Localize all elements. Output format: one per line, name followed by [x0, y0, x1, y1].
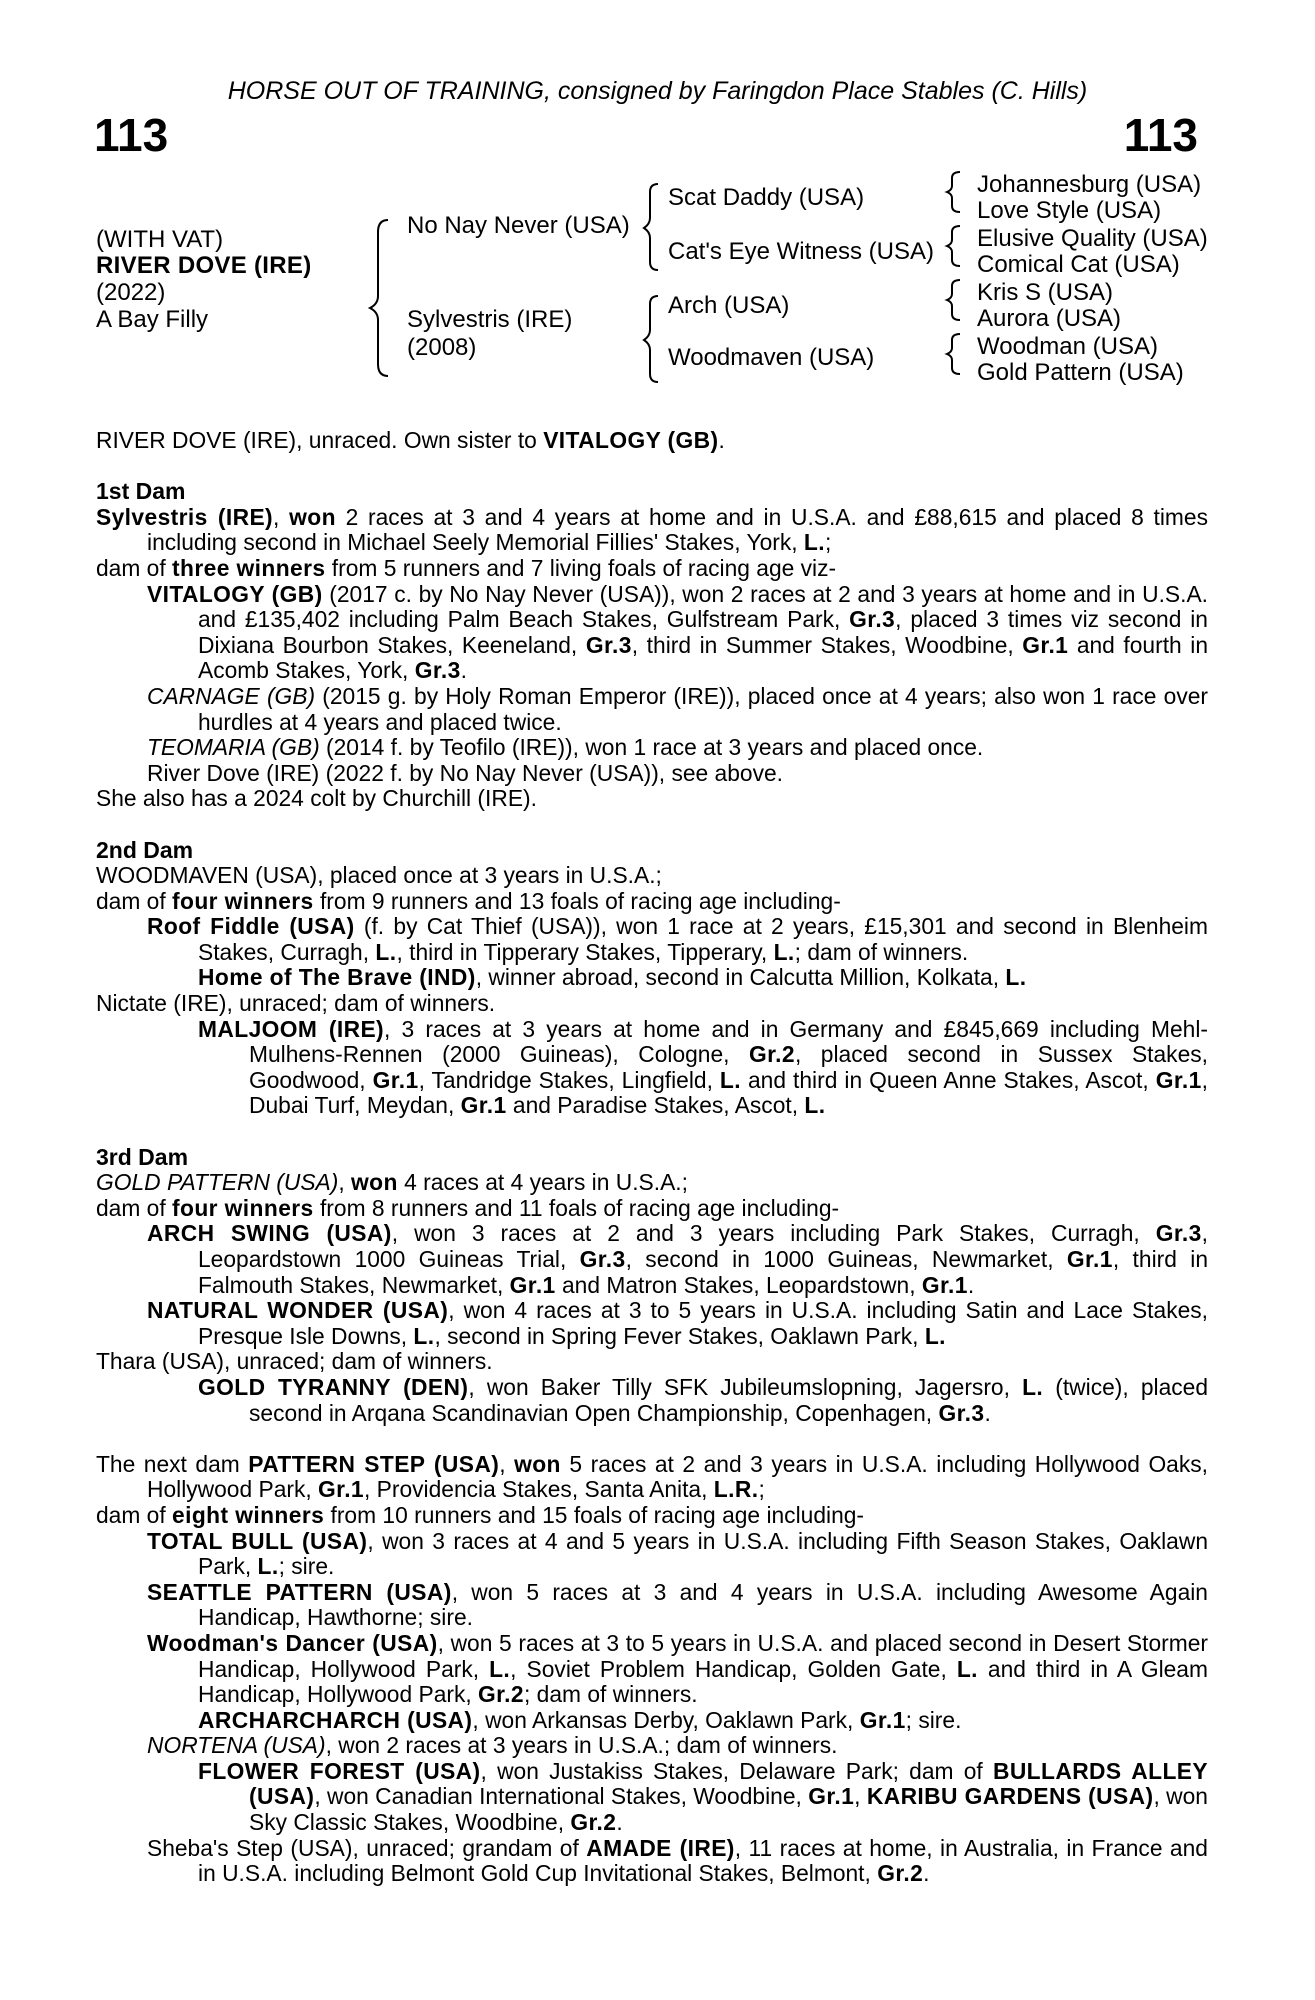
- produce-text: , 3 races at 3 years at home and in Germany and £845,669 including Mehl-Mulhens-Rennen (2000 Guineas), Cologne,: [249, 1015, 1208, 1068]
- second-dam-heading: 2nd Dam: [96, 836, 194, 863]
- produce-name: CARNAGE (GB): [147, 682, 316, 709]
- gg-2: Love Style (USA): [977, 197, 1162, 224]
- gg-8: Gold Pattern (USA): [977, 359, 1184, 386]
- produce-natural-wonder: [147, 1298, 1208, 1349]
- gg-1: Johannesburg (USA): [977, 171, 1202, 198]
- listed-mark: L.: [804, 1092, 826, 1119]
- produce-nictate: Nictate (IRE), unraced; dam of winners.: [96, 990, 496, 1017]
- grade-mark: Gr.3: [585, 631, 632, 658]
- produce-thara: Thara (USA), unraced; dam of winners.: [96, 1348, 493, 1375]
- sister-name: VITALOGY (GB): [543, 427, 719, 453]
- produce-archarcharch: [198, 1708, 1208, 1734]
- produce-text: and fourth in Acomb Stakes, York,: [198, 631, 1209, 684]
- produce-name: AMADE (IRE): [586, 1834, 735, 1861]
- produce-text: , third in Summer Stakes, Woodbine,: [631, 631, 1023, 658]
- produce-name: TEOMARIA (GB): [147, 734, 320, 761]
- second-dam-summary: WOODMAVEN (USA), placed once at 3 years in U.S.A.;: [96, 862, 662, 889]
- first-dam-also: She also has a 2024 colt by Churchill (IRE).: [96, 785, 537, 812]
- sire-dam: Cat's Eye Witness (USA): [668, 238, 934, 265]
- produce-text: , third in Tipperary Stakes, Tipperary,: [396, 938, 774, 965]
- produce-name: KARIBU GARDENS (USA): [866, 1783, 1154, 1810]
- produce-text: , won 2 races at 3 years in U.S.A.; dam of winners.: [325, 1732, 838, 1759]
- produce-text: , third in Falmouth Stakes, Newmarket,: [198, 1246, 1209, 1298]
- punct: ,: [499, 1450, 515, 1477]
- produce-text: , won Justakiss Stakes, Delaware Park; dam of: [480, 1757, 993, 1784]
- produce-text: , 11 races at home, in Australia, in France and in U.S.A. including Belmont Gold Cup Invitational Stakes, Belmont,: [198, 1834, 1208, 1887]
- intro-text: RIVER DOVE (IRE), unraced. Own sister to: [96, 427, 544, 453]
- horse-name: RIVER DOVE (IRE): [96, 252, 312, 279]
- produce-text: , Soviet Problem Handicap, Golden Gate,: [510, 1655, 957, 1682]
- dam-of-text-2: from 10 runners and 15 foals of racing age including-: [324, 1501, 865, 1528]
- produce-woodmans-dancer: [147, 1631, 1208, 1708]
- dam-of-text: dam of: [96, 554, 173, 581]
- produce-maljoom: [198, 1017, 1208, 1119]
- horse-year: (2022): [96, 279, 166, 306]
- produce-text: , placed second in Sussex Stakes, Goodwood,: [249, 1041, 1208, 1093]
- next-dam-produce-line: [96, 1503, 1208, 1529]
- produce-text: .: [460, 657, 467, 684]
- grade-mark: Gr.2: [749, 1041, 795, 1068]
- punct: ;: [758, 1476, 765, 1503]
- produce-river-dove: River Dove (IRE) (2022 f. by No Nay Never (USA)), see above.: [147, 759, 783, 786]
- grade-mark: Gr.3: [938, 1399, 985, 1426]
- grade-mark: Gr.1: [1155, 1066, 1202, 1093]
- first-dam-text: 2 races at 3 and 4 years at home and in U.S.A. and £88,615 and placed 8 times including second in Michael Seely Memorial Fillies' Stakes, York,: [147, 503, 1208, 556]
- produce-text: .: [616, 1809, 623, 1836]
- dam-of-text-2: from 9 runners and 13 foals of racing age including-: [313, 887, 841, 914]
- dam-of-text-2: from 5 runners and 7 living foals of racing age viz-: [325, 554, 837, 581]
- intro-end: .: [718, 427, 725, 453]
- grade-mark: Gr.3: [579, 1246, 626, 1272]
- produce-total-bull: [147, 1529, 1208, 1580]
- won-word: won: [289, 503, 336, 530]
- produce-home-of-the-brave: [198, 965, 1208, 991]
- listed-mark: L.: [489, 1655, 511, 1682]
- produce-text: ; sire.: [278, 1553, 335, 1580]
- vat-note: (WITH VAT): [96, 226, 224, 253]
- produce-name: BULLARDS ALLEY (USA): [249, 1757, 1209, 1810]
- dam-dam: Woodmaven (USA): [668, 344, 875, 371]
- produce-name: NORTENA (USA): [147, 1732, 326, 1759]
- gg-3: Elusive Quality (USA): [977, 225, 1208, 252]
- listed-mark: L.: [1022, 1373, 1044, 1400]
- second-dam-produce-line: [96, 889, 1208, 915]
- catalogue-body: [96, 428, 1208, 1887]
- winners-count: four winners: [172, 1194, 314, 1221]
- grade-mark: Gr.1: [808, 1783, 855, 1810]
- produce-nortena: [147, 1733, 1208, 1759]
- third-dam-produce-line: [96, 1196, 1208, 1222]
- won-word: won: [351, 1169, 398, 1196]
- dam-of-text-2: from 8 runners and 11 foals of racing age including-: [313, 1194, 840, 1221]
- listed-mark: L.: [803, 529, 825, 556]
- listed-mark: L.: [773, 938, 795, 965]
- grade-mark: Gr.1: [318, 1476, 365, 1503]
- winners-count: eight winners: [172, 1501, 325, 1528]
- produce-name: MALJOOM (IRE): [198, 1015, 385, 1042]
- listed-mark: L.: [413, 1322, 435, 1349]
- produce-text: , won 3 races at 2 and 3 years including Park Stakes, Curragh,: [391, 1220, 1156, 1247]
- produce-name: Home of The Brave (IND): [198, 964, 476, 991]
- produce-name: FLOWER FOREST (USA): [198, 1757, 481, 1784]
- produce-name: TOTAL BULL (USA): [147, 1527, 368, 1554]
- produce-name: GOLD TYRANNY (DEN): [198, 1373, 469, 1400]
- produce-text: , winner abroad, second in Calcutta Million, Kolkata,: [475, 964, 1006, 991]
- winners-count: three winners: [172, 554, 326, 581]
- produce-text: , won 5 races at 3 and 4 years in U.S.A. including Awesome Again Handicap, Hawthorne; sire.: [198, 1578, 1208, 1631]
- grade-mark: Gr.1: [859, 1706, 906, 1733]
- dam-of-text: dam of: [96, 1501, 173, 1528]
- produce-text: (2014 f. by Teofilo (IRE)), won 1 race at 3 years and placed once.: [319, 734, 984, 761]
- listed-mark: L.: [719, 1066, 741, 1093]
- produce-text: ; dam of winners.: [794, 938, 969, 965]
- gg-6: Aurora (USA): [977, 305, 1122, 332]
- produce-name: ARCH SWING (USA): [147, 1220, 392, 1247]
- produce-text: and third in Queen Anne Stakes, Ascot,: [740, 1066, 1156, 1093]
- produce-name: ARCHARCHARCH (USA): [198, 1706, 473, 1733]
- produce-text: , won 5 races at 3 to 5 years in U.S.A. and placed second in Desert Stormer Handicap, Hollywood Park,: [198, 1629, 1209, 1682]
- listed-mark: L.: [1005, 964, 1027, 991]
- third-dam-summary: [96, 1170, 1208, 1196]
- produce-name: Roof Fiddle (USA): [147, 913, 355, 940]
- won-word: won: [514, 1450, 561, 1477]
- produce-name: NATURAL WONDER (USA): [147, 1297, 449, 1324]
- produce-text: .: [923, 1860, 930, 1887]
- first-dam-produce-line: [96, 556, 1208, 582]
- lot-number-left: 113: [94, 109, 169, 161]
- dam-name: Sylvestris (IRE): [407, 306, 573, 333]
- produce-text: .: [984, 1399, 991, 1426]
- third-dam-text: 4 races at 4 years in U.S.A.;: [397, 1169, 688, 1196]
- next-dam-summary: [96, 1452, 1208, 1503]
- produce-text: and third in A Gleam Handicap, Hollywood Park,: [198, 1655, 1208, 1708]
- first-dam-summary: Sylvestris (IRE), won 2 races at 3 and 4 years at home and in U.S.A. and £88,615 and placed 8 times including second in Michael Seely Memorial Fillies' Stakes, York, L.;: [96, 503, 1208, 556]
- grade-mark: Gr.2: [570, 1809, 617, 1836]
- sire-sire: Scat Daddy (USA): [668, 184, 865, 211]
- next-dam-name: PATTERN STEP (USA): [248, 1450, 500, 1477]
- produce-name: Woodman's Dancer (USA): [147, 1629, 438, 1656]
- gg-4: Comical Cat (USA): [977, 251, 1180, 278]
- listed-restricted-mark: L.R.: [713, 1476, 759, 1503]
- produce-text: , second in Spring Fever Stakes, Oaklawn Park,: [434, 1322, 925, 1349]
- sire-name: No Nay Never (USA): [407, 212, 630, 239]
- produce-text: (f. by Cat Thief (USA)), won 1 race at 2 years, £15,301 and second in Blenheim Stakes, Curragh,: [198, 913, 1208, 965]
- produce-text: .: [967, 1271, 975, 1298]
- produce-seattle-pattern: [147, 1580, 1208, 1631]
- produce-text: , won Baker Tilly SFK Jubileumslopning, Jagersro,: [468, 1373, 1023, 1400]
- horse-description: A Bay Filly: [96, 306, 209, 333]
- produce-shebas-step: [147, 1836, 1208, 1887]
- listed-mark: L.: [956, 1655, 978, 1682]
- grade-mark: Gr.1: [372, 1066, 419, 1093]
- produce-text: , won 3 races at 4 and 5 years in U.S.A. including Fifth Season Stakes, Oaklawn Park,: [198, 1527, 1209, 1580]
- listed-mark: L.: [375, 938, 397, 965]
- produce-text: , won Sky Classic Stakes, Woodbine,: [249, 1783, 1208, 1836]
- produce-text: , won Arkansas Derby, Oaklawn Park,: [472, 1706, 860, 1733]
- produce-arch-swing: [147, 1221, 1208, 1298]
- third-dam-name: GOLD PATTERN (USA): [96, 1169, 339, 1196]
- grade-mark: Gr.1: [460, 1092, 507, 1119]
- gg-5: Kris S (USA): [977, 279, 1114, 306]
- grade-mark: Gr.2: [478, 1681, 524, 1708]
- punct: ,: [854, 1783, 867, 1810]
- produce-gold-tyranny: [198, 1375, 1208, 1426]
- next-dam-text: 5 races at 2 and 3 years in U.S.A. including Hollywood Oaks, Hollywood Park,: [147, 1450, 1208, 1503]
- produce-text: ; sire.: [905, 1706, 962, 1733]
- dam-sire: Arch (USA): [668, 292, 790, 319]
- grade-mark: Gr.3: [1155, 1220, 1202, 1247]
- grade-mark: Gr.1: [1022, 631, 1069, 658]
- dam-of-text: dam of: [96, 887, 173, 914]
- produce-text: , placed 3 times viz second in Dixiana Bourbon Stakes, Keeneland,: [198, 606, 1208, 658]
- gg-7: Woodman (USA): [977, 333, 1158, 360]
- produce-text: , Leopardstown 1000 Guineas Trial,: [198, 1220, 1208, 1272]
- listed-mark: L.: [924, 1322, 946, 1349]
- third-dam-heading: 3rd Dam: [96, 1143, 189, 1170]
- produce-text: , won 4 races at 3 to 5 years in U.S.A. including Satin and Lace Stakes, Presque Isle Downs,: [198, 1297, 1209, 1349]
- produce-text: (twice), placed second in Arqana Scandinavian Open Championship, Copenhagen,: [249, 1373, 1208, 1426]
- produce-name: VITALOGY (GB): [147, 580, 323, 607]
- first-dam-name: Sylvestris (IRE): [96, 503, 274, 530]
- lot-number-right: 113: [1123, 109, 1198, 161]
- grade-mark: Gr.1: [509, 1271, 556, 1298]
- produce-text: and Paradise Stakes, Ascot,: [506, 1092, 805, 1119]
- produce-flower-forest: [198, 1759, 1208, 1836]
- next-dam-text: , Providencia Stakes, Santa Anita,: [364, 1476, 714, 1503]
- grade-mark: Gr.1: [1066, 1246, 1113, 1272]
- consigner-line: HORSE OUT OF TRAINING, consigned by Faringdon Place Stables (C. Hills): [227, 77, 1088, 105]
- grade-mark: Gr.3: [849, 606, 896, 633]
- produce-text: Sheba's Step (USA), unraced; grandam of: [147, 1834, 587, 1861]
- produce-text: , second in 1000 Guineas, Newmarket,: [625, 1246, 1067, 1272]
- produce-text: , won Canadian International Stakes, Woodbine,: [314, 1783, 809, 1810]
- dam-of-text: dam of: [96, 1194, 173, 1221]
- produce-text: , Tandridge Stakes, Lingfield,: [418, 1066, 720, 1093]
- winners-count: four winners: [172, 887, 314, 914]
- punct: ;: [824, 529, 832, 556]
- produce-text: (2017 c. by No Nay Never (USA)), won 2 races at 2 and 3 years at home and in U.S.A. and £135,402 including Palm Beach Stakes, Gulfstream Park,: [198, 580, 1208, 633]
- produce-carnage: [147, 684, 1208, 735]
- grade-mark: Gr.2: [877, 1860, 924, 1887]
- punct: ,: [338, 1169, 352, 1196]
- next-dam-text: The next dam: [96, 1450, 249, 1477]
- grade-mark: Gr.3: [414, 657, 461, 684]
- grade-mark: Gr.1: [921, 1271, 968, 1298]
- first-dam-heading: 1st Dam: [96, 478, 186, 505]
- produce-text: and Matron Stakes, Leopardstown,: [555, 1271, 922, 1298]
- produce-text: ; dam of winners.: [524, 1681, 698, 1708]
- produce-text: (2015 g. by Holy Roman Emperor (IRE)), placed once at 4 years; also won 1 race over hurdles at 4 years and placed twice.: [198, 682, 1208, 735]
- intro-line: [96, 428, 1208, 454]
- dam-year: (2008): [407, 334, 477, 361]
- produce-teomaria: [147, 735, 1208, 761]
- produce-name: SEATTLE PATTERN (USA): [147, 1578, 452, 1605]
- produce-text: , Dubai Turf, Meydan,: [249, 1066, 1208, 1119]
- produce-roof-fiddle: [147, 914, 1208, 965]
- listed-mark: L.: [257, 1553, 279, 1580]
- produce-vitalogy: [147, 582, 1208, 684]
